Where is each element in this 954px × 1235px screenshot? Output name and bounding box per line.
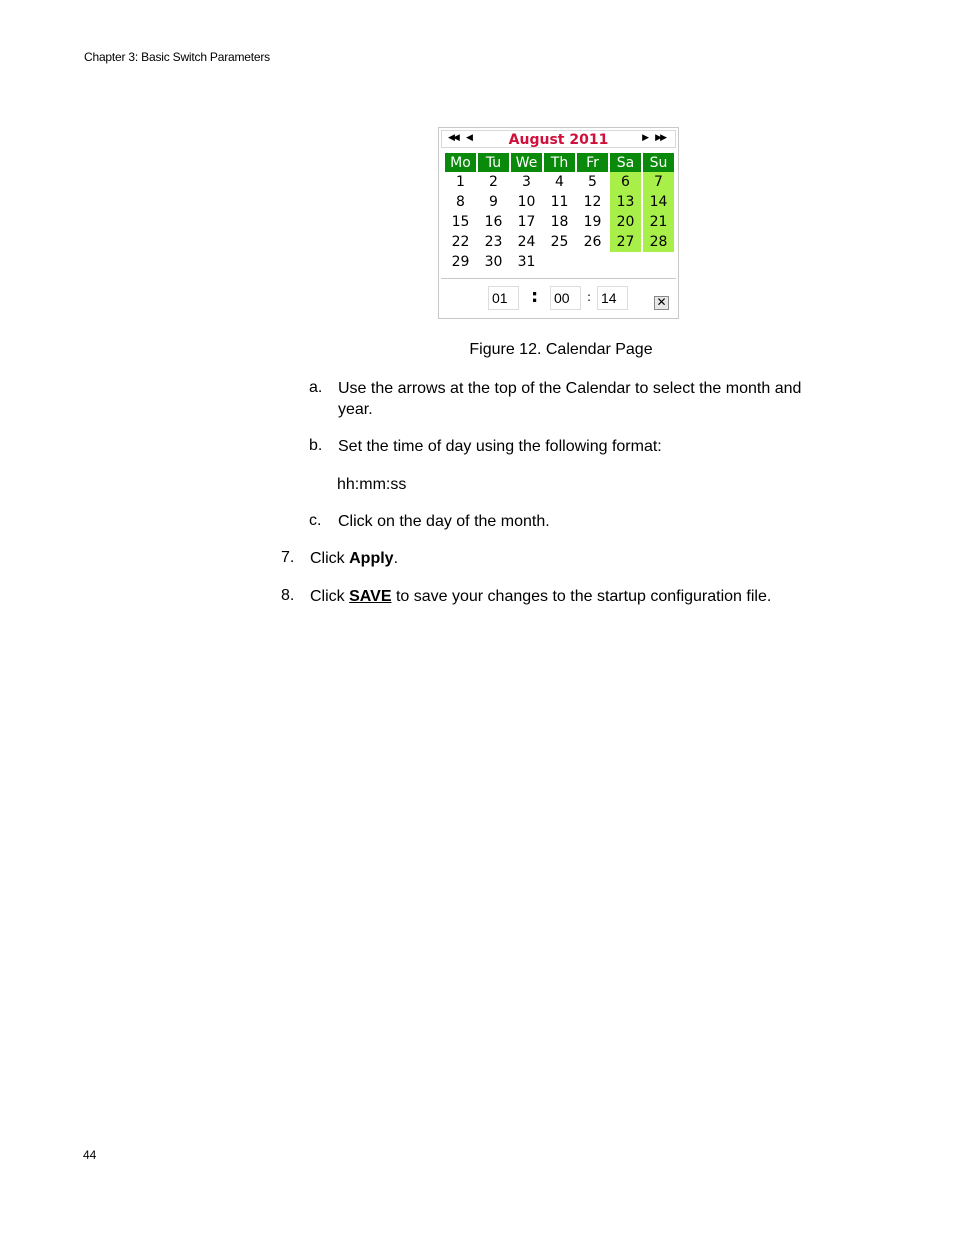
step-b-text: Set the time of day using the following format: (338, 438, 662, 455)
time-bar (441, 278, 676, 316)
apply-term: Apply (349, 550, 394, 567)
day-cell[interactable]: 5 (588, 174, 597, 190)
calendar-header (441, 130, 676, 148)
weekend-day-cell[interactable]: 28 (643, 232, 674, 252)
prev-year-icon[interactable]: ◀◀ (448, 133, 458, 143)
hours-input[interactable]: 01 (488, 286, 519, 310)
day-cell[interactable]: 4 (555, 174, 564, 190)
weekend-day-cell[interactable]: 13 (610, 192, 641, 212)
step-8-pre: Click (310, 588, 350, 605)
page-number: 44 (83, 1148, 97, 1162)
step-8-label: 8. (281, 587, 295, 604)
calendar-month-title: August 2011 (508, 132, 609, 148)
weekend-day-cell[interactable]: 27 (610, 232, 641, 252)
day-cell[interactable]: 19 (583, 214, 602, 230)
week-row (445, 172, 674, 192)
weekday-label: Su (643, 153, 674, 172)
day-cell[interactable]: 16 (484, 214, 503, 230)
weekday-label: Fr (577, 153, 608, 172)
day-cell[interactable]: 31 (517, 254, 536, 270)
day-cell[interactable]: 9 (489, 194, 498, 210)
day-cell[interactable]: 25 (550, 234, 569, 250)
week-row (445, 212, 674, 232)
time-format-text: hh:mm:ss (337, 476, 407, 493)
step-8-post: to save your changes to the startup configuration file. (391, 588, 772, 605)
weekday-label: We (511, 153, 542, 172)
day-cell[interactable]: 8 (456, 194, 465, 210)
weekday-label: Tu (478, 153, 509, 172)
day-cell-empty (544, 252, 575, 272)
day-cell[interactable]: 10 (517, 194, 536, 210)
weekday-label: Mo (445, 153, 476, 172)
weekend-day-cell[interactable]: 14 (643, 192, 674, 212)
step-c-label: c. (309, 512, 322, 529)
seconds-input[interactable]: 14 (597, 286, 628, 310)
day-cell[interactable]: 17 (517, 214, 536, 230)
time-separator: : (531, 286, 539, 307)
step-a-text (338, 378, 801, 420)
day-cell[interactable]: 23 (484, 234, 503, 250)
day-cell[interactable]: 22 (451, 234, 470, 250)
next-month-icon[interactable]: ▶ (642, 133, 647, 143)
week-row (445, 232, 674, 252)
next-year-icon[interactable]: ▶▶ (655, 133, 665, 143)
day-cell[interactable]: 18 (550, 214, 569, 230)
step-7-label: 7. (281, 549, 295, 566)
day-cell[interactable]: 12 (583, 194, 602, 210)
weekday-label: Th (544, 153, 575, 172)
save-term: SAVE (349, 588, 392, 605)
weekday-header-row (445, 153, 674, 172)
weekend-day-cell[interactable]: 6 (610, 172, 641, 192)
step-7-pre: Click (310, 550, 350, 567)
step-7-text (310, 548, 398, 569)
time-separator: : (587, 290, 592, 304)
day-cell[interactable]: 11 (550, 194, 569, 210)
day-cell[interactable]: 24 (517, 234, 536, 250)
day-cell-empty (610, 252, 641, 272)
calendar-widget (438, 127, 679, 319)
day-cell[interactable]: 2 (489, 174, 498, 190)
prev-month-icon[interactable]: ◀ (466, 133, 471, 143)
step-b-label: b. (309, 437, 323, 454)
step-7-post: . (393, 550, 399, 567)
weekday-label: Sa (610, 153, 641, 172)
day-cell[interactable]: 29 (451, 254, 470, 270)
figure-caption: Figure 12. Calendar Page (469, 341, 653, 358)
step-c-text: Click on the day of the month. (338, 513, 550, 530)
week-row (445, 192, 674, 212)
day-cell-empty (643, 252, 674, 272)
calendar-grid (443, 153, 676, 272)
weekend-day-cell[interactable]: 7 (643, 172, 674, 192)
day-cell[interactable]: 3 (522, 174, 531, 190)
day-cell[interactable]: 15 (451, 214, 470, 230)
minutes-input[interactable]: 00 (550, 286, 581, 310)
weekend-day-cell[interactable]: 20 (610, 212, 641, 232)
running-header: Chapter 3: Basic Switch Parameters (84, 50, 270, 64)
close-icon[interactable]: ✕ (654, 296, 669, 310)
day-cell-empty (577, 252, 608, 272)
step-a-label: a. (309, 379, 323, 396)
week-row (445, 252, 674, 272)
step-8-text (310, 586, 771, 607)
weekend-day-cell[interactable]: 21 (643, 212, 674, 232)
day-cell[interactable]: 30 (484, 254, 503, 270)
step-a-line2: year. (338, 401, 373, 418)
day-cell[interactable]: 26 (583, 234, 602, 250)
step-a-line1: Use the arrows at the top of the Calendar to select the month and (338, 380, 802, 397)
day-cell[interactable]: 1 (456, 174, 465, 190)
